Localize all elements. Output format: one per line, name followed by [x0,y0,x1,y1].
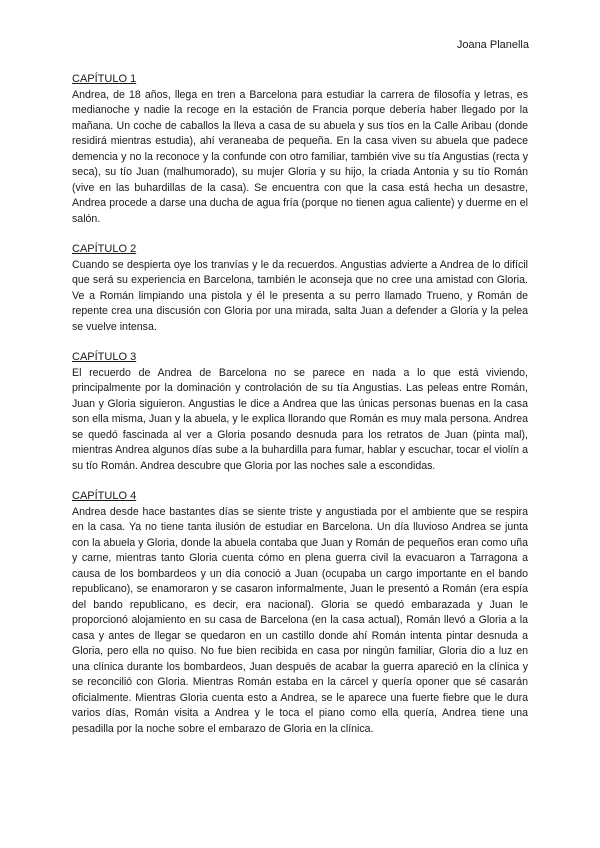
chapter-4 [72,489,528,737]
author-name: Joana Planella [456,39,529,51]
chapter-3 [72,350,528,474]
chapter-title: CAPÍTULO 3 [72,351,137,363]
chapter-text: Andrea desde hace bastantes días se siente triste y angustiada por el ambiente que se respira en la casa. Ya no tiene tanta ilusión de estudiar en Barcelona. Un día lluvioso Andrea se junta con la abuela y Gloria, donde la abuela contaba que Juan y Román de pequeños eran como uña y carne, mientras tanto Gloria cuenta cómo en plena guerra civil la evacuaron a Tarragona a causa de los bombardeos y un día conoció a Juan (ocupaba un cargo importante en el bando republicano), se enamoraron y se casaron informalmente, Juan le presentó a Román (era espía del bando republicano, es decir, era nacional). Gloria se quedó embarazada y Juan le proporcionó alojamiento en su casa de Barcelona (en la casa actual), Román llevó a Gloria a la casa y antes de llegar se quedaron en un castillo donde ahí Román intenta pintar desnuda a Gloria, pero ella no quiso. No fue bien recibida en casa por ningún familiar, Gloria dio a luz en una clínica durante los bombardeos, Juan después de acabar la guerra apareció en la clínica y se reconcilió con Gloria. Mientras Román estaba en la cárcel y quería oponer que sé casarán oficialmente. Mientras Gloria cuenta esto a Andrea, se le aparece una fuerte fiebre que le dura varios días, Román visita a Andrea y le toca el piano como ella quería, Andrea tiene una pesadilla por la noche sobre el embarazo de Gloria en la clínica. [72,505,528,735]
chapter-text: Cuando se despierta oye los tranvías y le da recuerdos. Angustias advierte a Andrea de lo difícil que será su experiencia en Barcelona, también le aconseja que no cree una amistad con Gloria. Ve a Román limpiando una pistola y él le presenta a su perro llamado Trueno, y Román de repente crea una discusión con Gloria por una mirada, salta Juan a defender a Gloria y la pelea se vuelve intensa. [72,258,528,333]
document-body [72,72,528,752]
chapter-title: CAPÍTULO 4 [72,490,137,502]
chapter-text: El recuerdo de Andrea de Barcelona no se parece en nada a lo que está viviendo, principalmente por la dominación y controlación de su tía Angustias. Las peleas entre Román, Juan y Gloria siguieron. Angustias le dice a Andrea que las únicas personas buenas en la casa son ella misma, Juan y la abuela, y le explica llorando que Román es muy mala persona. Andrea se quedó fascinada al ver a Gloria posando desnuda para los retratos de Juan (pinta mal), mientras Andrea algunos días sube a la buhardilla para fumar, hablar y escuchar, tocar el violín a su tío Román. Andrea descubre que Gloria por las noches sale a escondidas. [72,366,528,472]
chapter-text: Andrea, de 18 años, llega en tren a Barcelona para estudiar la carrera de filosofía y letras, es medianoche y nadie la recoge en la estación de Francia porque debería haber llegado por la mañana. Un coche de caballos la lleva a casa de su abuela y sus tíos en la Calle Aribau (donde residirá mientras estudia), ahí veraneaba de pequeña. En la casa viven su abuela que padece demencia y no la reconoce y la confunde con otro familiar, también vive su tía Angustias (recta y seca), su tío Juan (malhumorado), su mujer Gloria y su hijo, la criada Antonia y su tío Román (vive en las buhardillas de la casa). Se encuentra con que la casa está hecha un desastre, Andrea procede a darse una ducha de agua fría (porque no tienen agua caliente) y duerme en el salón. [72,88,528,225]
chapter-title: CAPÍTULO 1 [72,73,137,85]
chapter-2 [72,242,528,335]
chapter-1 [72,72,528,227]
chapter-title: CAPÍTULO 2 [72,243,137,255]
